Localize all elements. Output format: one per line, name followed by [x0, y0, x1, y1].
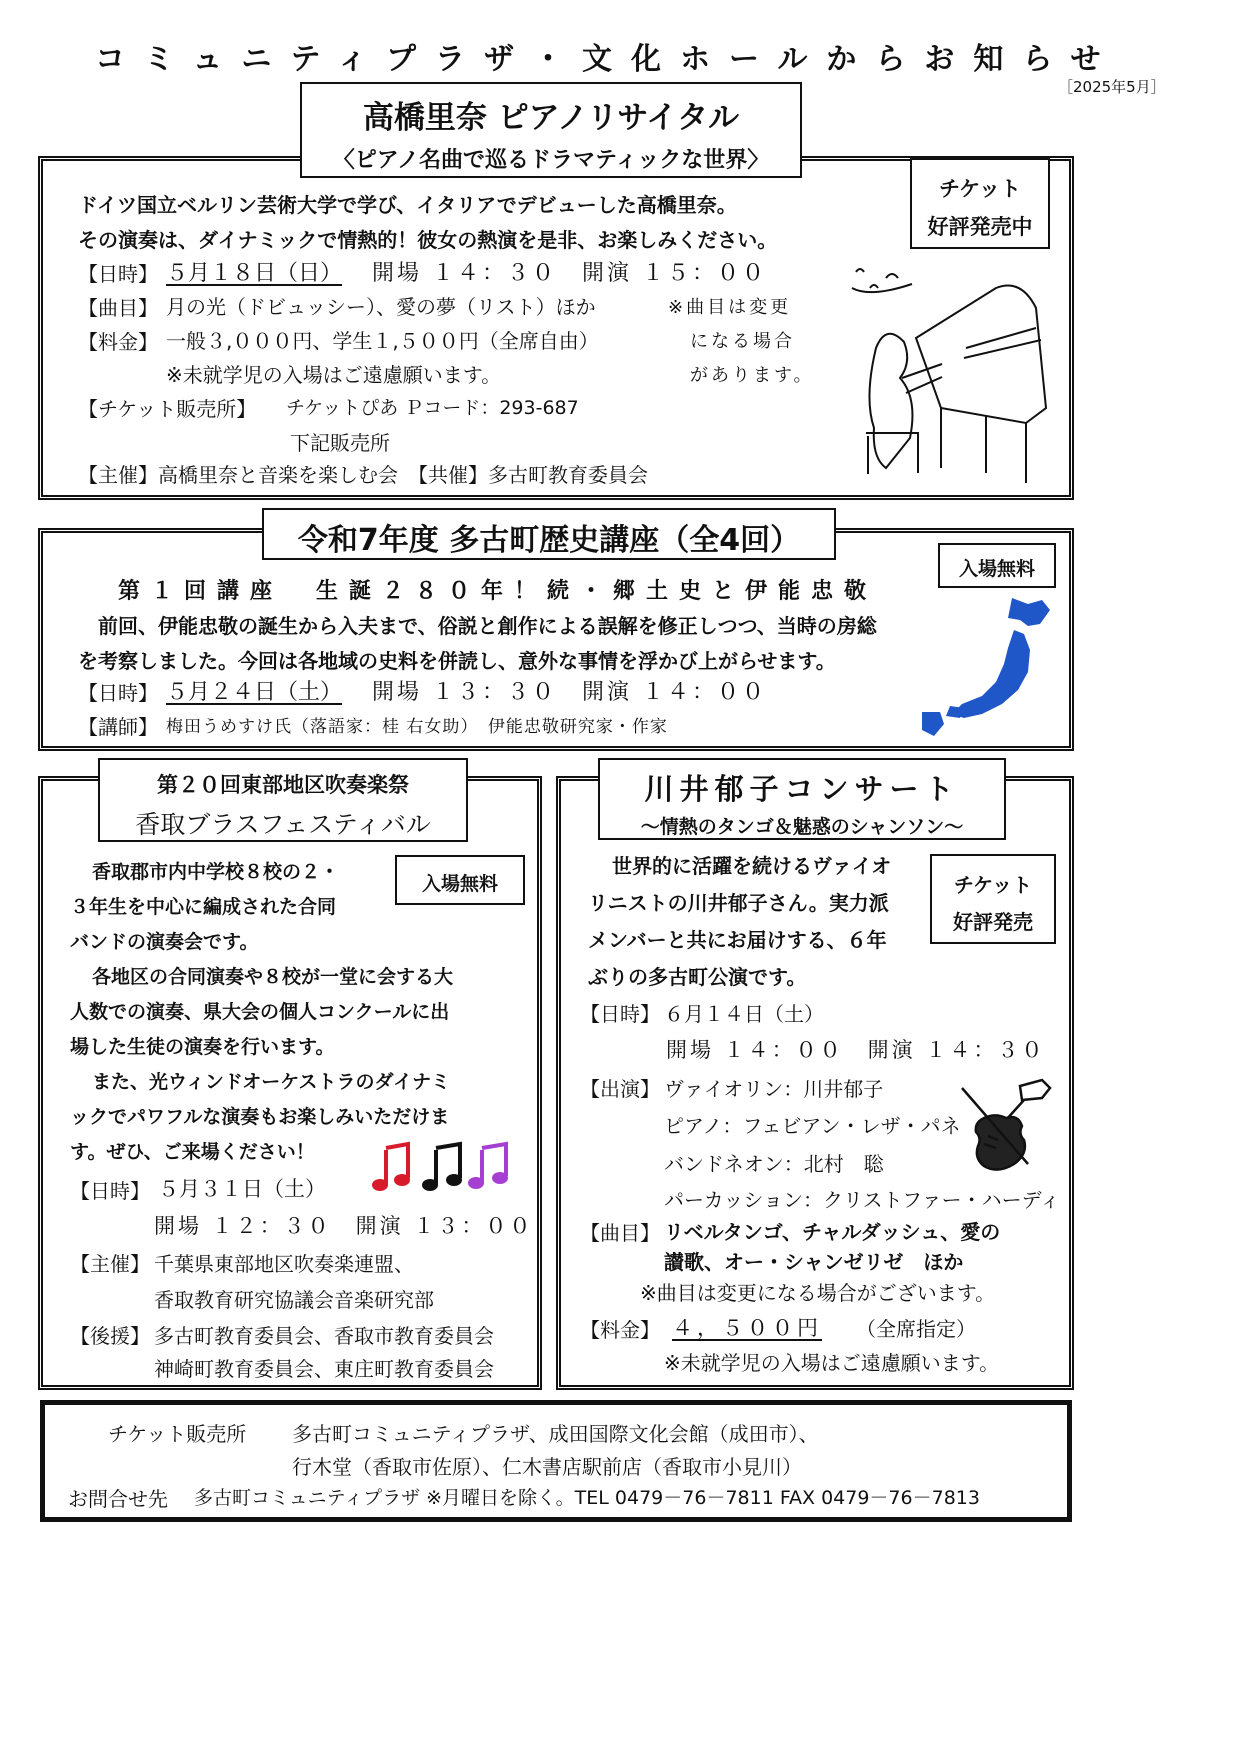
recital-time: 開場 １４：３０ 開演 １５：００	[372, 261, 767, 286]
recital-date: ５月１８日（日）	[166, 261, 343, 286]
brass-support: 神崎町教育委員会、東庄町教育委員会	[154, 1357, 494, 1381]
brass-host-label: 【主催】	[70, 1252, 150, 1276]
recital-note: ※曲目は変更	[668, 297, 792, 318]
recital-ticket-label: 【チケット販売所】	[78, 397, 257, 421]
recital-note: になる場合	[690, 331, 795, 352]
kawai-cast: ヴァイオリン：川井郁子	[664, 1077, 884, 1101]
history-date: ５月２４日（土）	[166, 680, 343, 705]
violin-icon	[958, 1078, 1054, 1178]
kawai-time: 開場 １４：００ 開演 １４：３０	[666, 1038, 1046, 1062]
kawai-body: メンバーと共にお届けする、６年	[588, 928, 887, 952]
recital-ticket-badge	[910, 158, 1050, 249]
history-time: 開場 １３：３０ 開演 １４：００	[372, 680, 767, 705]
recital-price-label: 【料金】	[78, 330, 158, 354]
kawai-program-label: 【曲目】	[580, 1221, 660, 1245]
issue-date: ［2025年5月］	[1058, 78, 1166, 96]
kawai-cast: パーカッション：クリストファー・ハーディ	[664, 1188, 1060, 1212]
badge-line: 好評発売	[953, 910, 1033, 934]
brass-body: ックでパワフルな演奏もお楽しみいただけま	[70, 1106, 450, 1128]
brass-title: 第２０回東部地区吹奏楽祭	[157, 773, 409, 797]
kawai-program: 讃歌、オー・シャンゼリゼ ほか	[664, 1250, 964, 1274]
recital-price: 一般３,０００円、学生１,５００円（全席自由）	[166, 329, 599, 353]
kawai-cast-label: 【出演】	[580, 1077, 660, 1101]
brass-body: ３年生を中心に編成された合同	[70, 896, 337, 918]
kawai-price-label: 【料金】	[580, 1318, 660, 1342]
history-lecturer: 梅田うめすけ氏（落語家：桂 右女助） 伊能忠敬研究家・作家	[166, 717, 668, 737]
recital-title-box	[300, 82, 802, 178]
history-lecturer-label: 【講師】	[78, 715, 158, 739]
recital-date-label: 【日時】	[78, 262, 158, 286]
badge-line: 入場無料	[421, 873, 498, 895]
brass-body: 各地区の合同演奏や８校が一堂に会する大	[92, 966, 454, 988]
kawai-subtitle: ～情熱のタンゴ＆魅惑のシャンソン～	[640, 816, 964, 838]
brass-support-label: 【後援】	[70, 1324, 150, 1348]
badge-line: 入場無料	[958, 558, 1035, 580]
kawai-cast: ピアノ：フェビアン・レザ・パネ	[664, 1114, 961, 1138]
brass-host: 千葉県東部地区吹奏楽連盟、	[154, 1252, 414, 1276]
kawai-title-box	[598, 758, 1006, 840]
history-lecture: 第１回講座 生誕２８０年！続・郷土史と伊能忠敬	[118, 579, 878, 604]
kawai-program: リベルタンゴ、チャルダッシュ、愛の	[664, 1220, 1001, 1244]
recital-title: 高橋里奈 ピアノリサイタル	[362, 100, 740, 136]
recital-subtitle: 〈ピアノ名曲で巡るドラマティックな世界〉	[332, 148, 770, 173]
kawai-price-note: ※未就学児の入場はご遠慮願います。	[664, 1351, 1000, 1375]
history-title: 令和7年度 多古町歴史講座（全4回）	[297, 523, 801, 558]
brass-free-badge	[395, 855, 525, 905]
recital-program: 月の光（ドビュッシー）、愛の夢（リスト）ほか	[166, 295, 596, 319]
brass-title-box	[98, 758, 468, 842]
footer-ticket-label: チケット販売所	[108, 1422, 247, 1446]
recital-ticket: 下記販売所	[290, 431, 390, 455]
footer-contact: 多古町コミュニティプラザ ※月曜日を除く。TEL 0479－76－7811 FAX 0479－76－7813	[194, 1487, 980, 1509]
japan-map-icon	[914, 594, 1064, 739]
kawai-date: ６月１４日（土）	[664, 1002, 824, 1026]
page-title: コミュニティプラザ・文化ホールからお知らせ	[95, 42, 1120, 77]
brass-host: 香取教育研究協議会音楽研究部	[154, 1288, 434, 1312]
kawai-body: リニストの川井郁子さん。実力派	[588, 891, 889, 915]
badge-line: チケット	[953, 873, 1033, 897]
history-title-box	[262, 508, 836, 560]
brass-body: 香取郡市内中学校８校の２・	[92, 861, 340, 883]
kawai-date-label: 【日時】	[580, 1002, 660, 1026]
brass-body: す。ぜひ、ご来場ください！	[70, 1141, 315, 1163]
brass-subtitle: 香取ブラスフェスティバル	[135, 810, 431, 839]
brass-body: 人数での演奏、県大会の個人コンクールに出	[70, 1001, 450, 1023]
history-date-label: 【日時】	[78, 681, 158, 705]
kawai-body: ぶりの多古町公演です。	[588, 965, 807, 989]
history-body: 前回、伊能忠敬の誕生から入夫まで、俗説と創作による誤解を修正しつつ、当時の房総	[98, 614, 877, 638]
history-body: を考察しました。今回は各地域の史料を併読し、意外な事情を浮かび上がらせます。	[78, 649, 836, 673]
kawai-ticket-badge	[930, 854, 1056, 944]
recital-intro: その演奏は、ダイナミックで情熱的！彼女の熱演を是非、お楽しみください。	[78, 228, 778, 252]
recital-note: があります。	[690, 365, 815, 386]
footer-ticket: 多古町コミュニティプラザ、成田国際文化会館（成田市）、	[292, 1422, 819, 1446]
brass-body: 場した生徒の演奏を行います。	[70, 1036, 335, 1058]
music-notes-icon	[370, 1140, 520, 1194]
kawai-price-seat: （全席指定）	[856, 1317, 976, 1341]
history-free-badge	[938, 543, 1056, 588]
recital-ticket: チケットぴあ Ｐコード：293-687	[286, 397, 579, 419]
brass-body: また、光ウィンドオーケストラのダイナミ	[92, 1071, 451, 1093]
badge-line: 好評発売中	[927, 215, 1033, 239]
kawai-price: ４，５００円	[672, 1316, 822, 1340]
kawai-title: 川井郁子コンサート	[644, 772, 960, 806]
recital-intro: ドイツ国立ベルリン芸術大学で学び、イタリアでデビューした高橋里奈。	[78, 193, 737, 217]
kawai-body: 世界的に活躍を続けるヴァイオ	[612, 854, 892, 878]
brass-body: バンドの演奏会です。	[70, 931, 259, 953]
recital-organizer: 【主催】高橋里奈と音楽を楽しむ会 【共催】多古町教育委員会	[78, 463, 648, 487]
brass-date: ５月３１日（土）	[158, 1177, 326, 1201]
footer-contact-label: お問合せ先	[68, 1487, 168, 1511]
kawai-program-note: ※曲目は変更になる場合がございます。	[640, 1281, 996, 1305]
recital-program-label: 【曲目】	[78, 296, 158, 320]
pianist-illustration-icon	[846, 258, 1056, 488]
footer-ticket: 行木堂（香取市佐原）、仁木書店駅前店（香取市小見川）	[292, 1455, 802, 1479]
brass-support: 多古町教育委員会、香取市教育委員会	[154, 1324, 494, 1348]
brass-time: 開場 １２：３０ 開演 １３：００	[154, 1214, 534, 1238]
recital-price-note: ※未就学児の入場はご遠慮願います。	[166, 363, 502, 387]
badge-line: チケット	[938, 177, 1022, 201]
kawai-cast: バンドネオン：北村 聡	[664, 1152, 884, 1176]
brass-date-label: 【日時】	[70, 1179, 150, 1203]
